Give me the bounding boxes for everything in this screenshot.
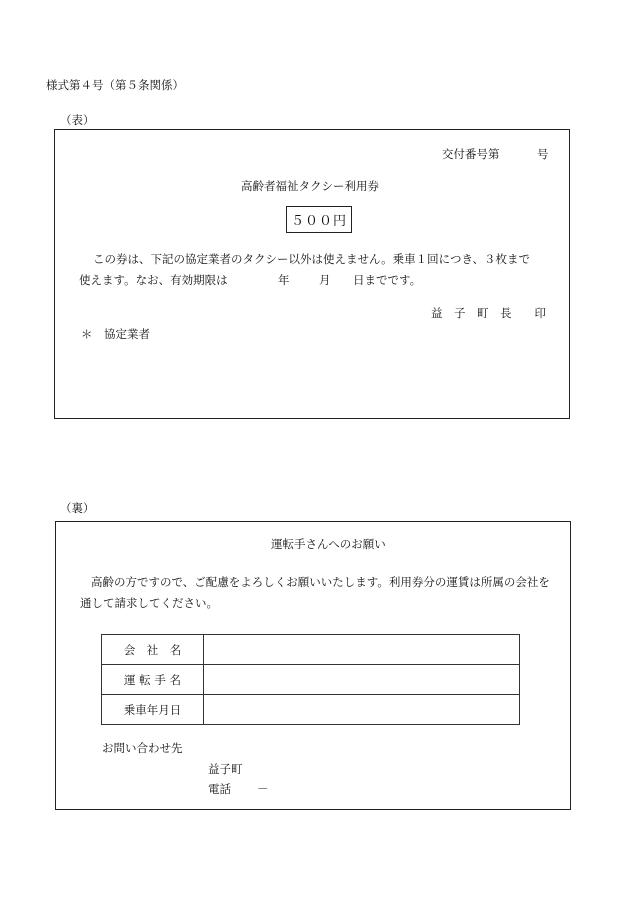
table-row	[102, 695, 520, 725]
mayor-seal: 益 子 町 長 印	[431, 306, 546, 320]
back-body-line1: 高齢の方ですので、ご配慮をよろしくお願いいたします。利用券分の運賃は所属の会社を	[91, 575, 550, 589]
front-body-line1: この券は、下記の協定業者のタクシー以外は使えません。乗車１回につき、３枚まで	[93, 252, 530, 266]
form-label: 様式第４号（第５条関係）	[46, 78, 184, 92]
back-body-line2: 通して請求してください。	[80, 596, 218, 610]
ticket-title: 高齢者福祉タクシー利用券	[241, 179, 379, 193]
front-body-line2: 使えます。なお、有効期限は	[79, 273, 228, 287]
table-row	[102, 665, 520, 695]
partner-label: ＊ 協定業者	[81, 327, 150, 341]
contact-label: お問い合わせ先	[102, 741, 183, 755]
contact-town: 益子町	[208, 762, 243, 776]
front-ticket	[54, 129, 570, 419]
company-name-field[interactable]	[204, 635, 520, 665]
contact-phone-dash: －	[257, 782, 269, 796]
front-label: （表）	[60, 113, 95, 127]
issue-number-prefix: 交付番号第	[442, 147, 500, 161]
company-name-label: 会 社 名	[102, 635, 204, 665]
contact-phone-label: 電話	[208, 782, 231, 796]
back-label: （裏）	[60, 501, 95, 515]
ride-date-field[interactable]	[204, 695, 520, 725]
ride-date-label: 乗車年月日	[102, 695, 204, 725]
back-title: 運転手さんへのお願い	[271, 537, 386, 551]
expiry-month-label: 月	[319, 273, 331, 287]
table-row	[102, 635, 520, 665]
expiry-year-label: 年	[278, 273, 290, 287]
issue-number-suffix: 号	[537, 147, 549, 161]
ticket-amount: ５００円	[286, 206, 352, 233]
back-ticket	[55, 521, 571, 810]
driver-name-label: 運 転 手 名	[102, 665, 204, 695]
driver-name-field[interactable]	[204, 665, 520, 695]
driver-info-table	[101, 634, 520, 725]
expiry-day-label: 日までです。	[353, 273, 422, 287]
